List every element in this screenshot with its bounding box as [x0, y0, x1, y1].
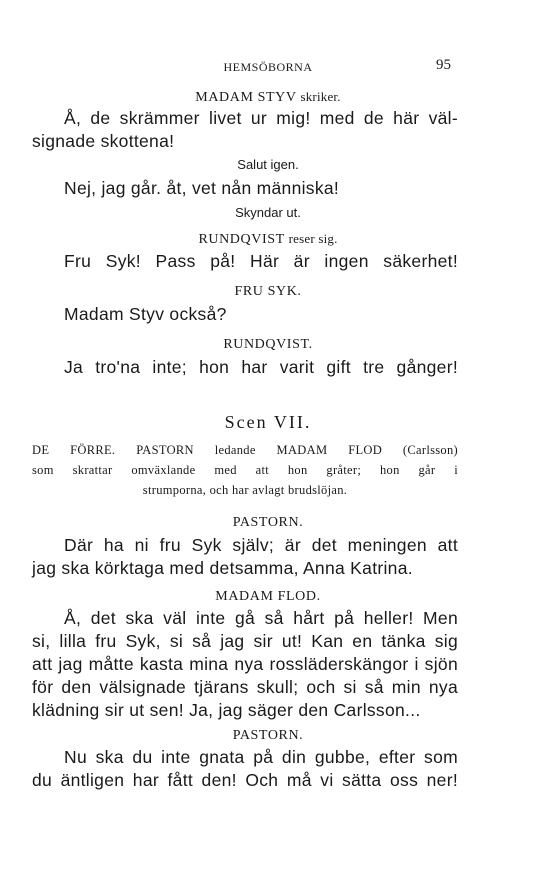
cast-list-line: DE FÖRRE. PASTORN ledande MADAM FLOD (Carlsson)	[32, 443, 458, 457]
speaker-heading: FRU SYK.	[234, 284, 302, 299]
dialogue-line: Nu ska du inte gnata på din gubbe, efter som	[64, 747, 458, 767]
speaker-heading: PASTORN.	[232, 728, 304, 743]
dialogue-line: Nej, jag går. åt, vet nån människa!	[64, 178, 340, 198]
dialogue-line: för den välsignade tjärans skull; och si så min nya	[32, 677, 458, 697]
dialogue-line: Å, de skrämmer livet ur mig! med de här väl-	[64, 108, 458, 128]
dialogue-line: klädning sir ut sen! Ja, jag säger den Carlsson...	[32, 700, 421, 720]
running-header-title: HEMSÖBORNA	[223, 60, 313, 74]
stage-direction: Salut igen.	[237, 157, 299, 172]
dialogue-line: Å, det ska väl inte gå så hårt på heller! Men	[64, 608, 458, 628]
speaker-direction: reser sig.	[288, 231, 338, 246]
dialogue-line: att jag måtte kasta mina nya rossläderskängor i sjön	[32, 654, 458, 674]
speaker-heading: RUNDQVIST.	[223, 337, 313, 352]
stage-direction: Skyndar ut.	[235, 205, 301, 220]
dialogue-line: Ja tro'na inte; hon har varit gift tre gånger!	[64, 357, 458, 377]
scene-title: Scen VII.	[224, 412, 312, 432]
dialogue-line: signade skottena!	[32, 131, 175, 151]
speaker-heading	[0, 231, 536, 248]
page-number: 95	[436, 57, 451, 73]
speaker-name: RUNDQVIST	[198, 232, 285, 247]
dialogue-line: du äntligen har fått den! Och må vi sätta oss ner!	[32, 770, 458, 790]
speaker-name: MADAM STYV	[195, 90, 297, 105]
speaker-heading	[0, 89, 536, 106]
cast-list-line: strumporna, och har avlagt brudslöjan.	[142, 483, 348, 497]
cast-list-line: som skrattar omväxlande med att hon gråter; hon går i	[32, 463, 458, 477]
speaker-direction: skriker.	[300, 89, 341, 104]
dialogue-line: si, lilla fru Syk, si så jag sir ut! Kan en tänka sig	[32, 631, 458, 651]
dialogue-line: Fru Syk! Pass på! Här är ingen säkerhet!	[64, 251, 458, 271]
dialogue-line: jag ska körktaga med detsamma, Anna Katrina.	[32, 558, 413, 578]
dialogue-line: Madam Styv också?	[64, 304, 227, 324]
speaker-heading: MADAM FLOD.	[215, 589, 321, 604]
speaker-heading: PASTORN.	[232, 515, 304, 530]
dialogue-line: Där ha ni fru Syk själv; är det meningen att	[64, 535, 458, 555]
